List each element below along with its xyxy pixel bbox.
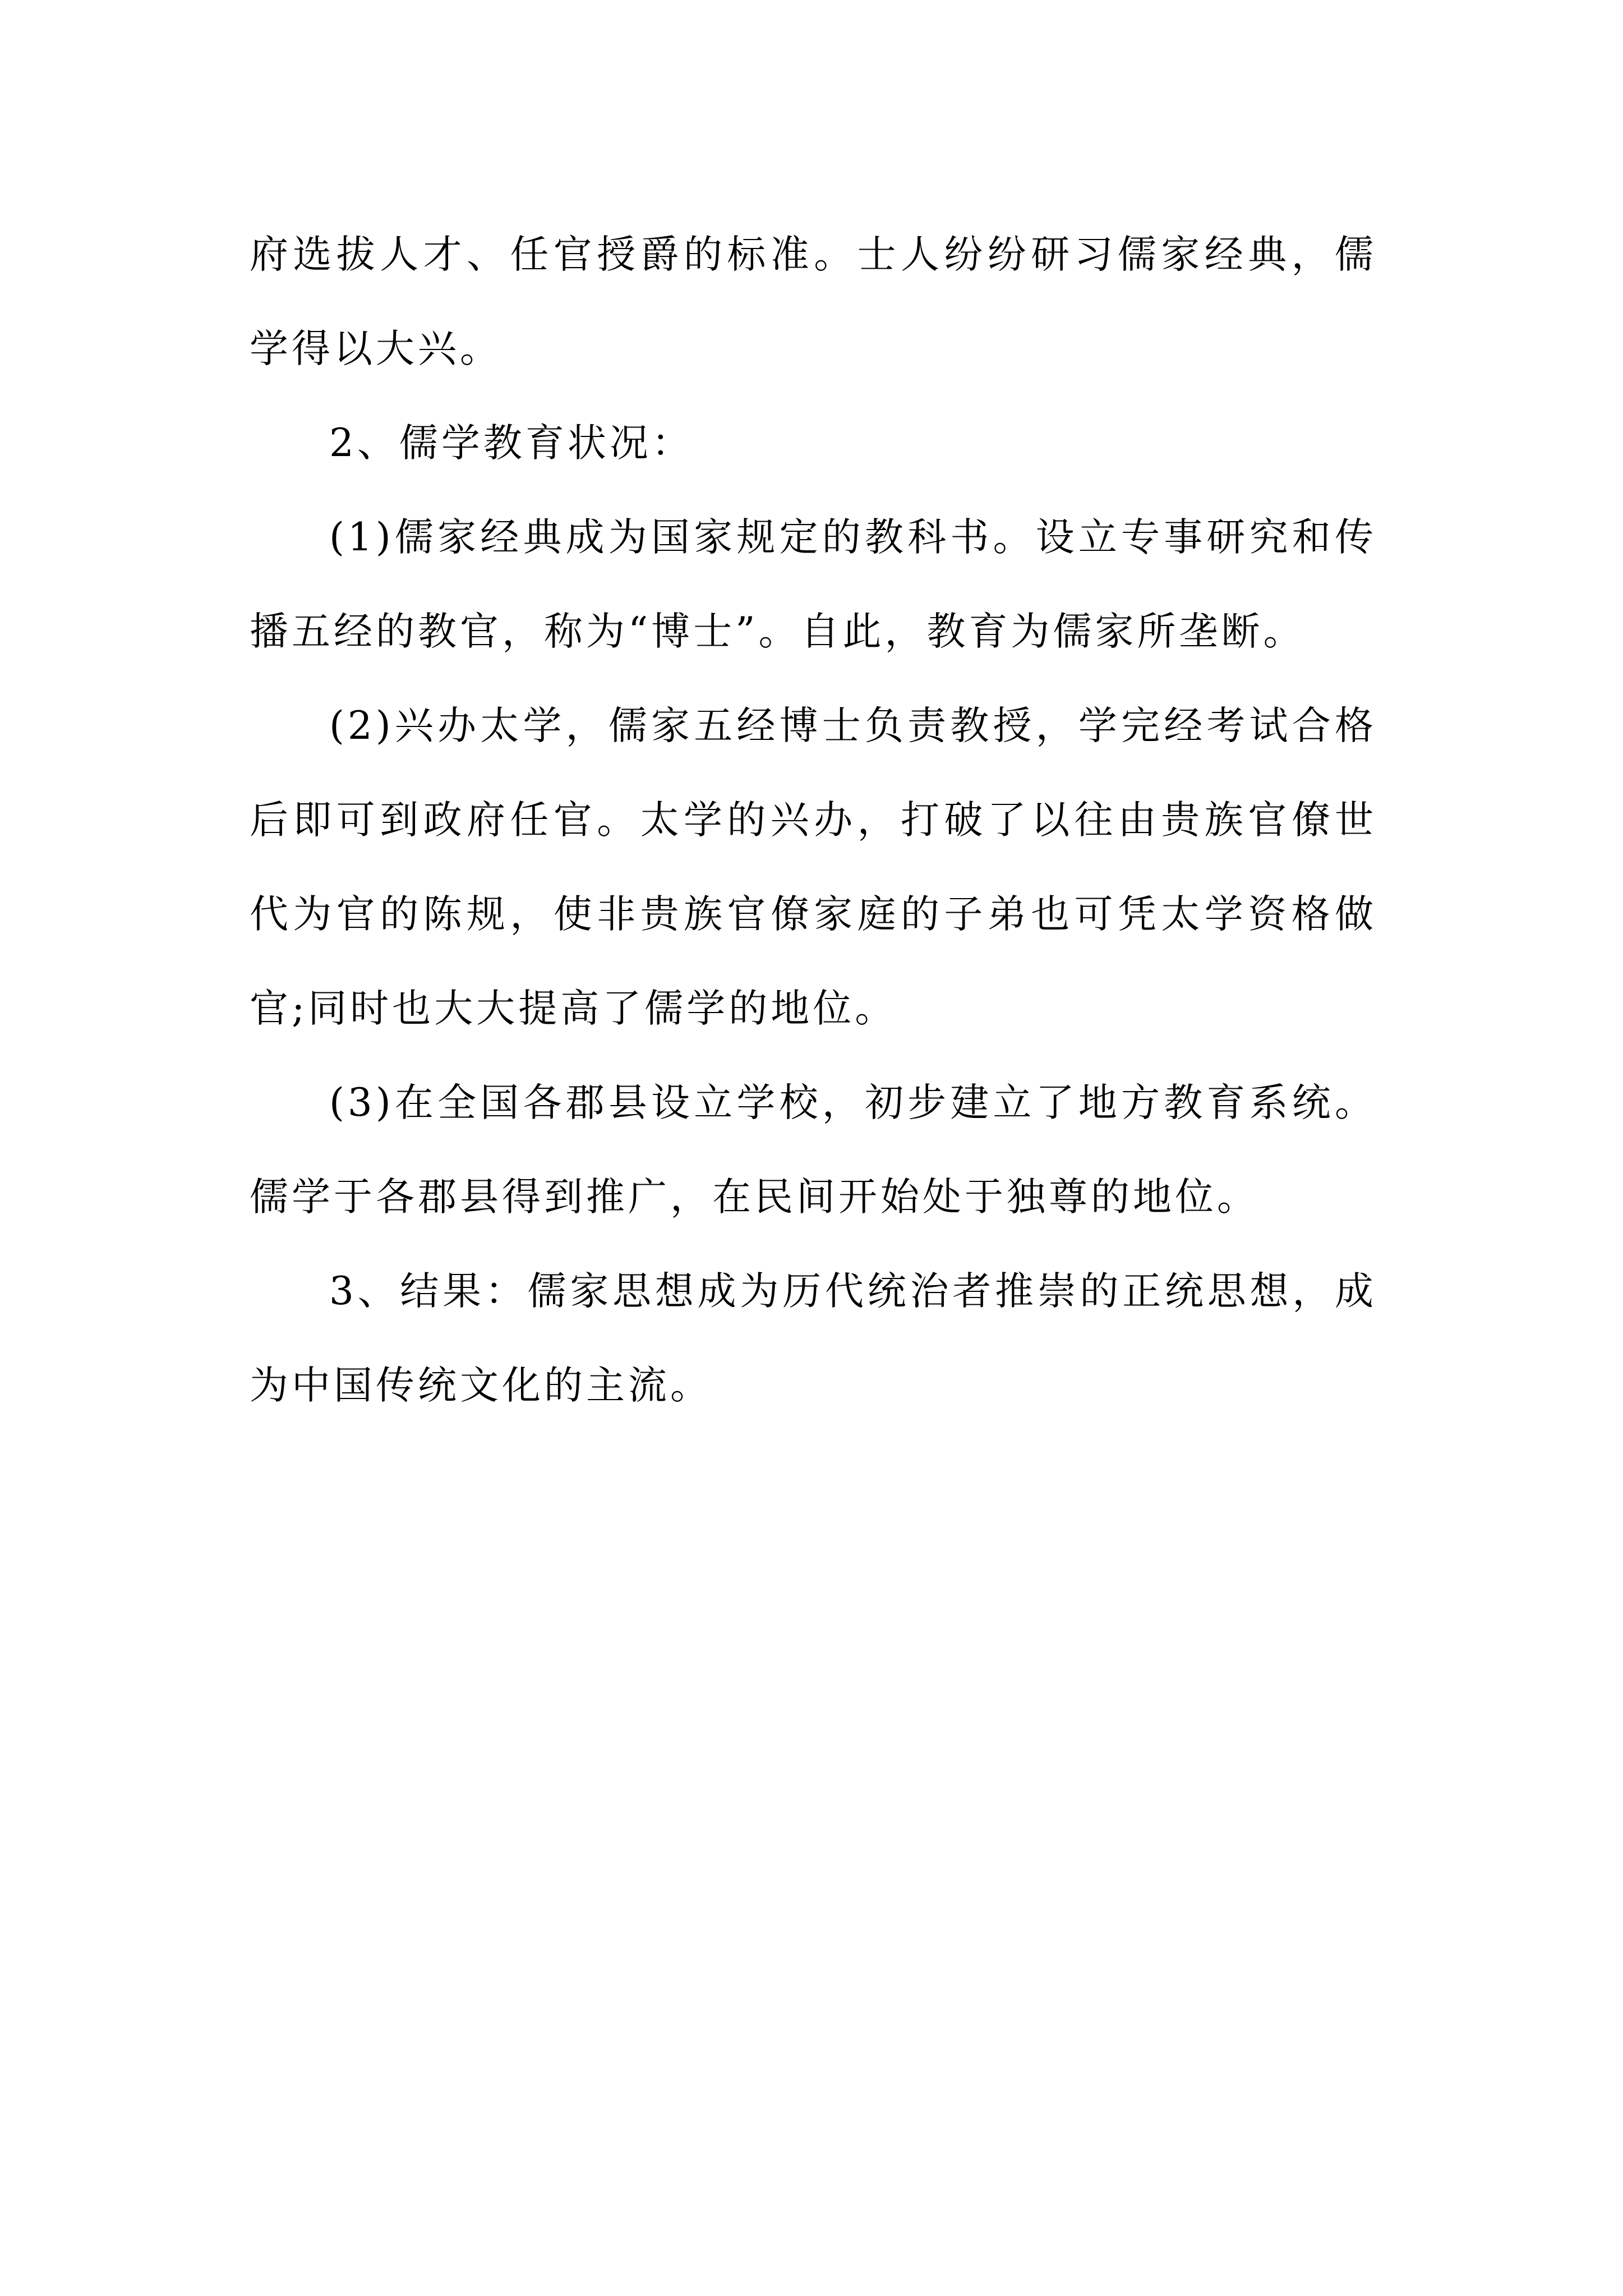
paragraph-point-3: (3)在全国各郡县设立学校，初步建立了地方教育系统。儒学于各郡县得到推广，在民间开始处于独尊的地位。 (250, 1080, 1377, 1220)
paragraph-point-1: (1)儒家经典成为国家规定的教科书。设立专事研究和传播五经的教官，称为“博士”。自此，教育为儒家所垄断。 (250, 515, 1377, 654)
paragraph-point-2: (2)兴办太学，儒家五经博士负责教授，学完经考试合格后即可到政府任官。太学的兴办，打破了以往由贵族官僚世代为官的陈规，使非贵族官僚家庭的子弟也可凭太学资格做官;同时也大大提高了儒学的地位。 (250, 703, 1377, 1031)
document-body (250, 208, 1377, 1433)
paragraph-result: 3、结果：儒家思想成为历代统治者推崇的正统思想，成为中国传统文化的主流。 (250, 1269, 1377, 1408)
paragraph-heading-education: 2、儒学教育状况： (329, 421, 694, 466)
paragraph-continuation: 府选拔人才、任官授爵的标准。士人纷纷研习儒家经典，儒学得以大兴。 (250, 232, 1377, 371)
